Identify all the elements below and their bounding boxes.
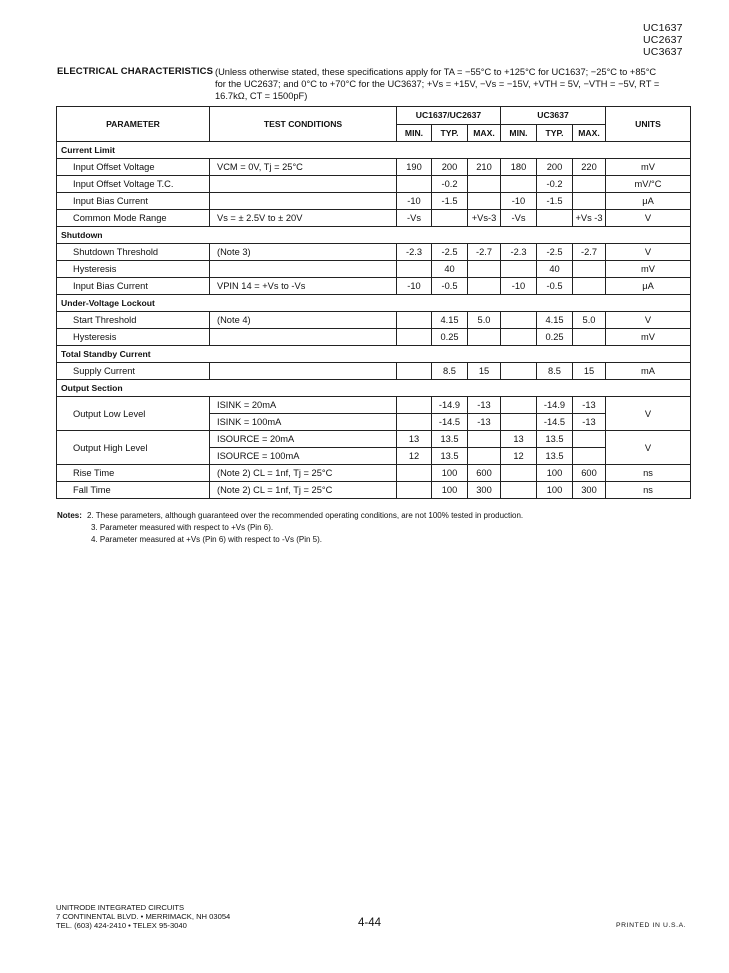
condition-cell: (Note 2) CL = 1nf, Tj = 25°C [210, 465, 397, 482]
condition-cell [210, 176, 397, 193]
value-cell [468, 193, 501, 210]
unit-cell: μA [606, 278, 691, 295]
unit-cell: mV/°C [606, 176, 691, 193]
value-cell: -14.5 [432, 414, 468, 431]
value-cell [573, 176, 606, 193]
value-cell: 600 [468, 465, 501, 482]
note-4: 4. Parameter measured at +Vs (Pin 6) with respect to -Vs (Pin 5). [91, 535, 322, 544]
value-cell: 13 [501, 431, 537, 448]
value-cell [397, 363, 432, 380]
unit-cell: μA [606, 193, 691, 210]
table-row [57, 244, 691, 261]
value-cell: 13.5 [537, 448, 573, 465]
header-units: UNITS [606, 107, 691, 142]
value-cell [468, 448, 501, 465]
note-3: 3. Parameter measured with respect to +Vs (Pin 6). [91, 523, 274, 532]
table-row [57, 176, 691, 193]
value-cell [397, 482, 432, 499]
value-cell [468, 278, 501, 295]
section-row [57, 142, 691, 159]
condition-cell: (Note 4) [210, 312, 397, 329]
section-row [57, 295, 691, 312]
section-row [57, 227, 691, 244]
value-cell: 5.0 [468, 312, 501, 329]
value-cell: 13.5 [432, 448, 468, 465]
value-cell [468, 261, 501, 278]
condition-cell: ISINK = 20mA [210, 397, 397, 414]
value-cell: -0.2 [537, 176, 573, 193]
value-cell [501, 397, 537, 414]
value-cell: 15 [573, 363, 606, 380]
value-cell [573, 431, 606, 448]
value-cell: 13 [397, 431, 432, 448]
value-cell: 13.5 [537, 431, 573, 448]
part-number-list [643, 22, 713, 58]
section-row [57, 380, 691, 397]
table-row [57, 312, 691, 329]
value-cell: -13 [573, 414, 606, 431]
unit-cell: ns [606, 482, 691, 499]
page-number: 4-44 [358, 917, 382, 929]
value-cell: +Vs -3 [573, 210, 606, 227]
value-cell: -Vs [501, 210, 537, 227]
value-cell [397, 176, 432, 193]
value-cell: -13 [573, 397, 606, 414]
unit-cell: V [606, 210, 691, 227]
value-cell: -2.5 [537, 244, 573, 261]
value-cell [573, 448, 606, 465]
value-cell: -2.5 [432, 244, 468, 261]
condition-cell: (Note 3) [210, 244, 397, 261]
value-cell: -14.9 [537, 397, 573, 414]
section-total-standby-current: Total Standby Current [57, 346, 691, 363]
electrical-characteristics-heading: ELECTRICAL CHARACTERISTICS [57, 66, 214, 77]
value-cell: 100 [432, 482, 468, 499]
value-cell [501, 465, 537, 482]
condition-cell [210, 329, 397, 346]
value-cell [501, 482, 537, 499]
value-cell: +Vs-3 [468, 210, 501, 227]
value-cell: 220 [573, 159, 606, 176]
param-cell: Supply Current [57, 363, 210, 380]
unit-cell: mV [606, 261, 691, 278]
table-row [57, 431, 691, 448]
value-cell [397, 329, 432, 346]
value-cell [397, 312, 432, 329]
value-cell: 190 [397, 159, 432, 176]
unit-cell: V [606, 244, 691, 261]
value-cell: -1.5 [537, 193, 573, 210]
condition-cell: Vs = ± 2.5V to ± 20V [210, 210, 397, 227]
value-cell: -Vs [397, 210, 432, 227]
unit-cell: V [606, 397, 691, 431]
value-cell: 13.5 [432, 431, 468, 448]
part-number: UC3637 [643, 46, 683, 58]
value-cell [501, 312, 537, 329]
value-cell [501, 414, 537, 431]
printed-in-usa: PRINTED IN U.S.A. [616, 922, 687, 929]
param-cell: Output Low Level [57, 397, 210, 431]
conditions-line: 16.7kΩ, CT = 1500pF) [215, 91, 308, 101]
value-cell [573, 329, 606, 346]
value-cell: 210 [468, 159, 501, 176]
value-cell: 40 [432, 261, 468, 278]
section-current-limit: Current Limit [57, 142, 691, 159]
unit-cell: V [606, 431, 691, 465]
section-output: Output Section [57, 380, 691, 397]
part-number: UC1637 [643, 22, 683, 34]
value-cell: -14.9 [432, 397, 468, 414]
header-group-uc3637: UC3637 [501, 107, 606, 125]
condition-cell: ISOURCE = 20mA [210, 431, 397, 448]
value-cell: 40 [537, 261, 573, 278]
table-row [57, 210, 691, 227]
value-cell [501, 176, 537, 193]
value-cell: -2.7 [573, 244, 606, 261]
param-cell: Shutdown Threshold [57, 244, 210, 261]
param-cell: Rise Time [57, 465, 210, 482]
value-cell: 5.0 [573, 312, 606, 329]
value-cell: 15 [468, 363, 501, 380]
condition-cell: ISINK = 100mA [210, 414, 397, 431]
value-cell [573, 278, 606, 295]
value-cell [468, 176, 501, 193]
table-row [57, 465, 691, 482]
table-header-row [57, 107, 691, 125]
conditions-line: for the UC2637; and 0°C to +70°C for the UC3637; +Vs = +15V, −Vs = −15V, +VTH = 5V, −VTH = −5V, RT = [215, 79, 660, 89]
value-cell [573, 193, 606, 210]
value-cell: -10 [501, 193, 537, 210]
value-cell: -10 [501, 278, 537, 295]
electrical-characteristics-table [56, 106, 691, 499]
value-cell: 100 [537, 465, 573, 482]
value-cell [468, 431, 501, 448]
value-cell: -0.5 [537, 278, 573, 295]
table-row [57, 482, 691, 499]
param-cell: Common Mode Range [57, 210, 210, 227]
value-cell: 4.15 [537, 312, 573, 329]
header-typ: TYP. [432, 124, 468, 142]
value-cell: -0.2 [432, 176, 468, 193]
table-row [57, 261, 691, 278]
table-row [57, 193, 691, 210]
header-max: MAX. [573, 124, 606, 142]
table-row [57, 363, 691, 380]
header-max: MAX. [468, 124, 501, 142]
unit-cell: mA [606, 363, 691, 380]
condition-cell [210, 261, 397, 278]
condition-cell [210, 363, 397, 380]
value-cell: 300 [468, 482, 501, 499]
value-cell [397, 465, 432, 482]
value-cell: 600 [573, 465, 606, 482]
condition-cell: (Note 2) CL = 1nf, Tj = 25°C [210, 482, 397, 499]
unit-cell: mV [606, 329, 691, 346]
param-cell: Hysteresis [57, 329, 210, 346]
footer-address [56, 903, 230, 930]
condition-cell: VCM = 0V, Tj = 25°C [210, 159, 397, 176]
header-typ: TYP. [537, 124, 573, 142]
value-cell: -2.3 [397, 244, 432, 261]
value-cell: 0.25 [432, 329, 468, 346]
table-row [57, 329, 691, 346]
section-under-voltage-lockout: Under-Voltage Lockout [57, 295, 691, 312]
value-cell [537, 210, 573, 227]
value-cell [501, 261, 537, 278]
header-parameter: PARAMETER [57, 107, 210, 142]
header-test-conditions: TEST CONDITIONS [210, 107, 397, 142]
footer-street: 7 CONTINENTAL BLVD. • MERRIMACK, NH 03054 [56, 912, 231, 921]
footer-company: UNITRODE INTEGRATED CIRCUITS [56, 903, 185, 912]
param-cell: Output High Level [57, 431, 210, 465]
value-cell: 180 [501, 159, 537, 176]
notes [57, 510, 697, 546]
value-cell: -0.5 [432, 278, 468, 295]
value-cell: 200 [537, 159, 573, 176]
value-cell: 4.15 [432, 312, 468, 329]
value-cell [432, 210, 468, 227]
header-group-uc1637-uc2637: UC1637/UC2637 [397, 107, 501, 125]
value-cell: 8.5 [537, 363, 573, 380]
electrical-characteristics-conditions [215, 66, 705, 102]
param-cell: Start Threshold [57, 312, 210, 329]
value-cell: -10 [397, 193, 432, 210]
value-cell: 300 [573, 482, 606, 499]
section-row [57, 346, 691, 363]
value-cell [397, 261, 432, 278]
param-cell: Input Bias Current [57, 193, 210, 210]
param-cell: Input Offset Voltage [57, 159, 210, 176]
value-cell: -13 [468, 397, 501, 414]
value-cell [397, 397, 432, 414]
notes-label: Notes: [57, 511, 82, 520]
value-cell: 100 [537, 482, 573, 499]
param-cell: Input Bias Current [57, 278, 210, 295]
value-cell: 12 [397, 448, 432, 465]
condition-cell [210, 193, 397, 210]
param-cell: Fall Time [57, 482, 210, 499]
value-cell: 12 [501, 448, 537, 465]
value-cell: -2.7 [468, 244, 501, 261]
unit-cell: ns [606, 465, 691, 482]
section-shutdown: Shutdown [57, 227, 691, 244]
header-min: MIN. [501, 124, 537, 142]
param-cell: Hysteresis [57, 261, 210, 278]
table-row [57, 397, 691, 414]
unit-cell: V [606, 312, 691, 329]
value-cell: 0.25 [537, 329, 573, 346]
value-cell: 200 [432, 159, 468, 176]
header-min: MIN. [397, 124, 432, 142]
value-cell [397, 414, 432, 431]
conditions-line: (Unless otherwise stated, these specifications apply for TA = −55°C to +125°C for UC1637; −25°C to +85°C [215, 67, 657, 77]
part-number: UC2637 [643, 34, 683, 46]
condition-cell: ISOURCE = 100mA [210, 448, 397, 465]
value-cell [573, 261, 606, 278]
table-row [57, 278, 691, 295]
value-cell: -13 [468, 414, 501, 431]
value-cell: -10 [397, 278, 432, 295]
condition-cell: VPIN 14 = +Vs to -Vs [210, 278, 397, 295]
value-cell [468, 329, 501, 346]
value-cell: -2.3 [501, 244, 537, 261]
unit-cell: mV [606, 159, 691, 176]
value-cell [501, 329, 537, 346]
value-cell: 8.5 [432, 363, 468, 380]
param-cell: Input Offset Voltage T.C. [57, 176, 210, 193]
value-cell: -14.5 [537, 414, 573, 431]
value-cell: 100 [432, 465, 468, 482]
table-row [57, 159, 691, 176]
note-2: 2. These parameters, although guaranteed over the recommended operating conditions, are not 100% tested in production. [87, 511, 524, 520]
footer-phone: TEL. (603) 424-2410 • TELEX 95-3040 [56, 921, 187, 930]
value-cell: -1.5 [432, 193, 468, 210]
value-cell [501, 363, 537, 380]
